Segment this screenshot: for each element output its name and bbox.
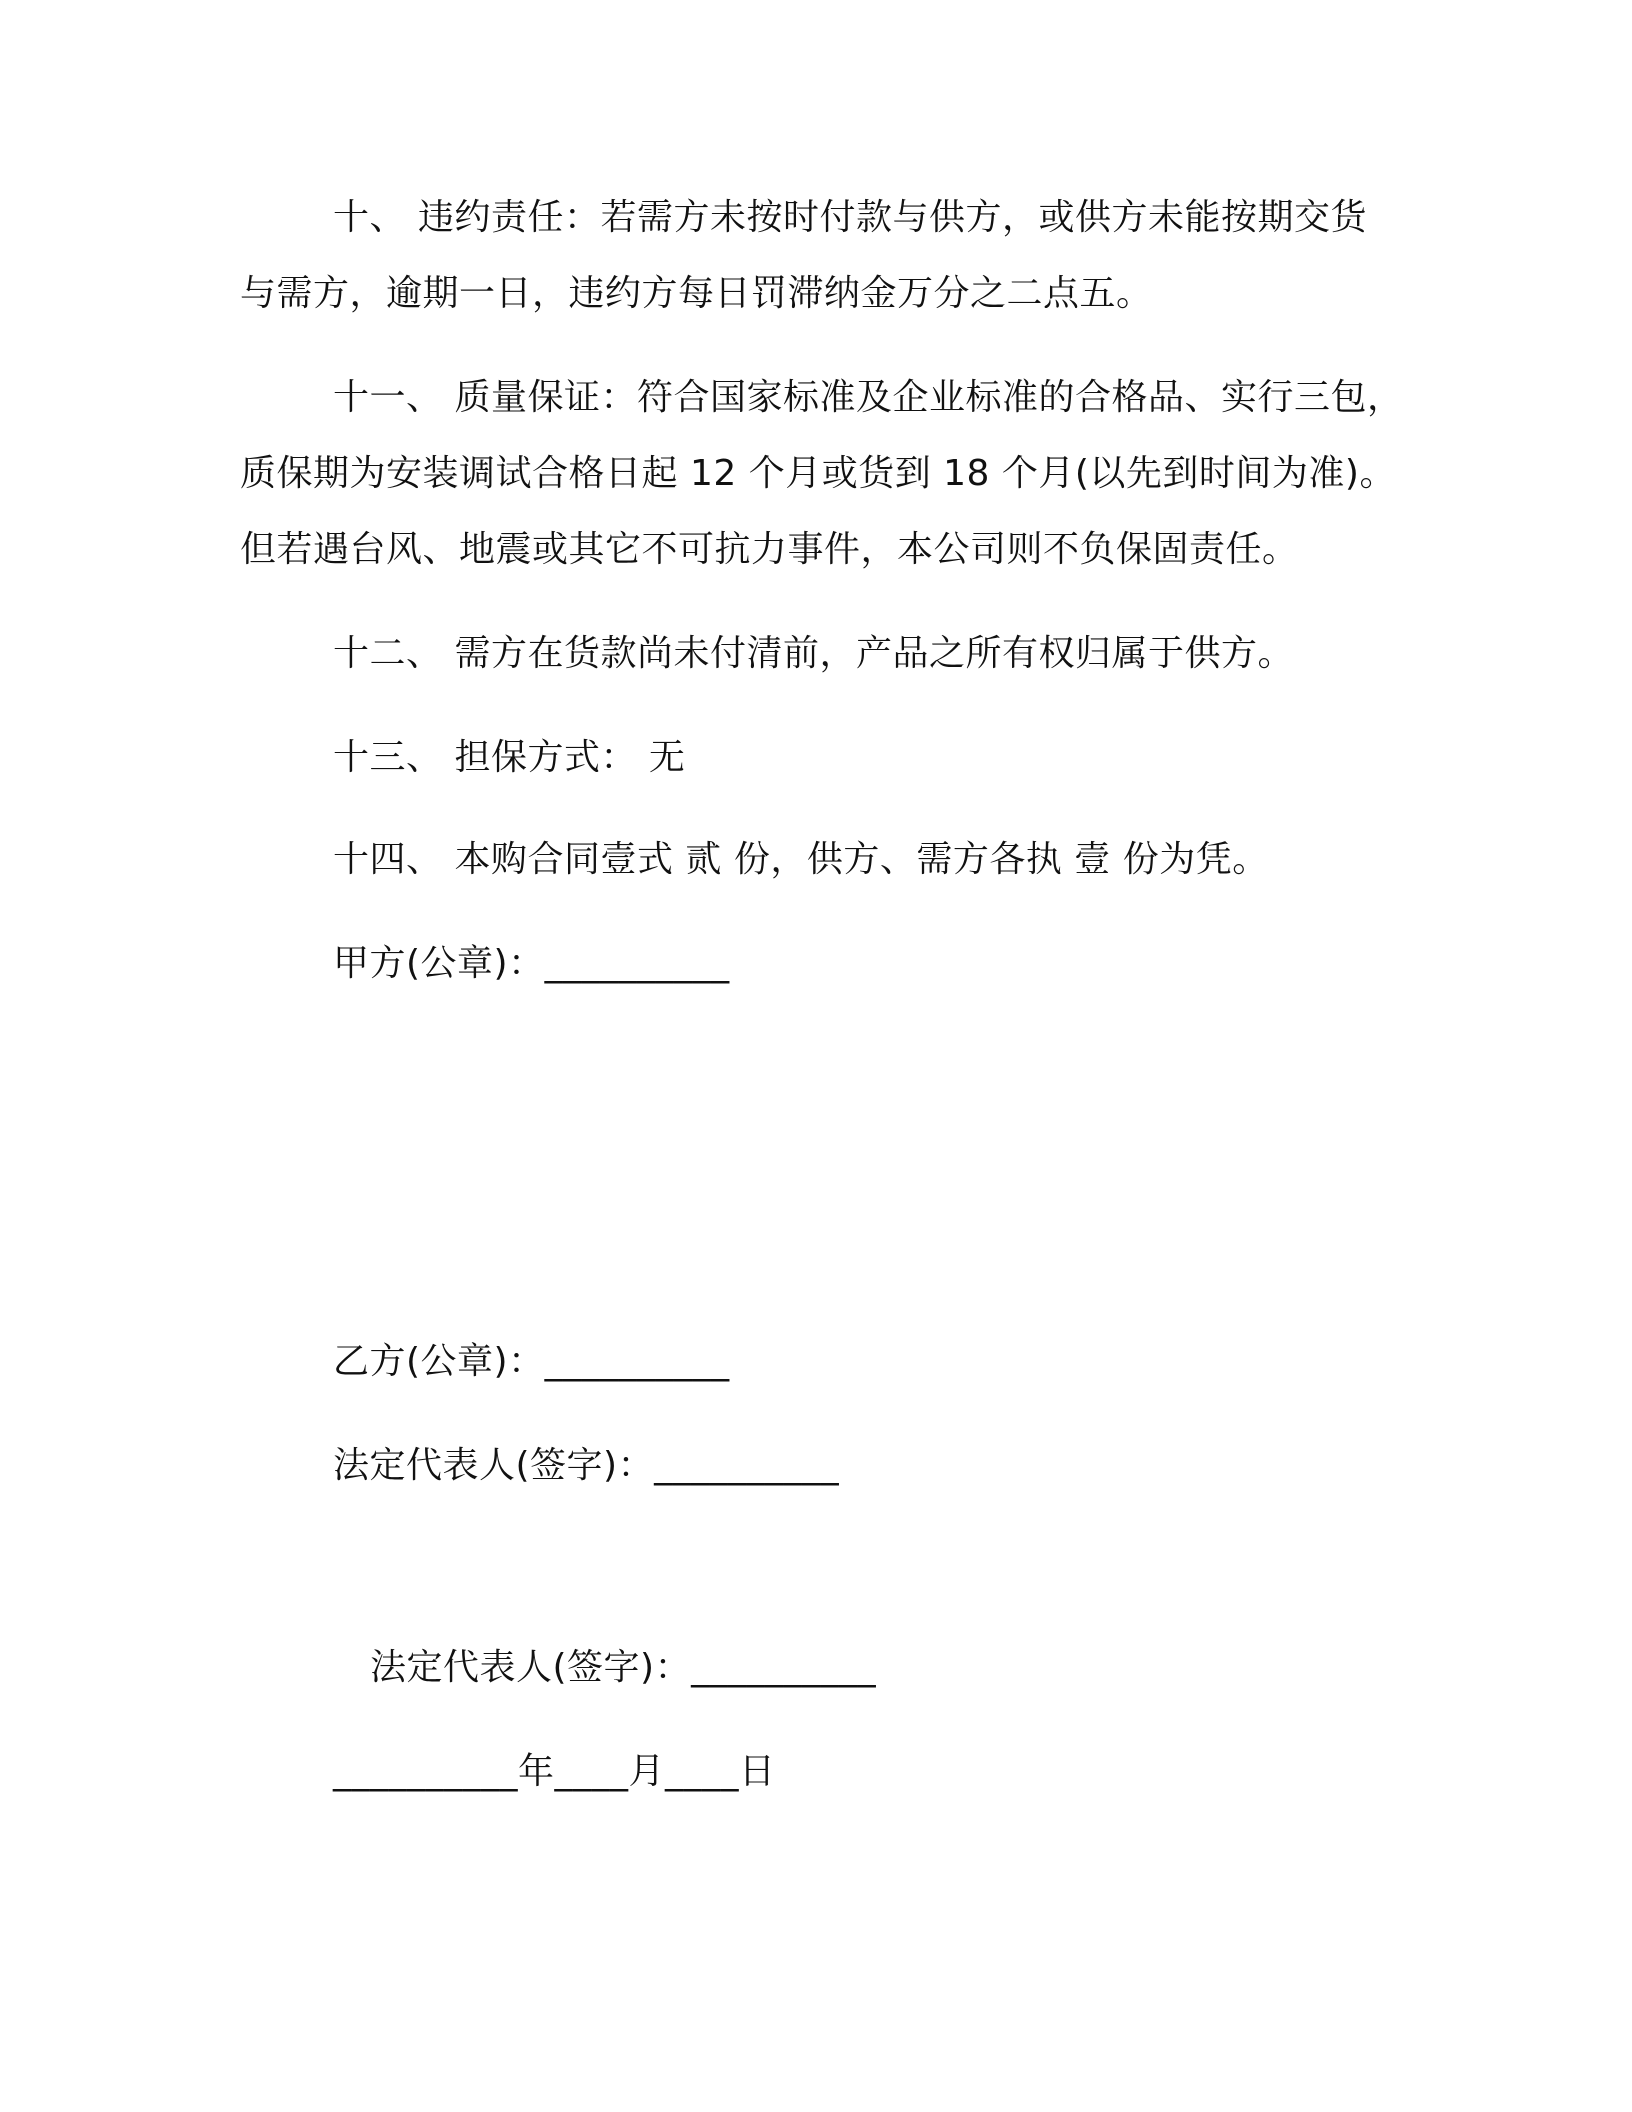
clause-11-line-1: 十一、 质量保证：符合国家标准及企业标准的合格品、实行三包， — [333, 377, 1404, 418]
party-a-seal-line: 甲方(公章)：__________ — [333, 943, 730, 984]
clause-11-line-2: 质保期为安装调试合格日起 12 个月或货到 18 个月(以先到时间为准)。 — [240, 453, 1396, 494]
clause-10-line-2: 与需方，逾期一日，违约方每日罚滞纳金万分之二点五。 — [240, 273, 1153, 314]
legal-representative-signature-line-1: 法定代表人(签字)：__________ — [333, 1445, 840, 1486]
clause-12: 十二、 需方在货款尚未付清前，产品之所有权归属于供方。 — [333, 633, 1294, 674]
legal-representative-signature-line-2: 法定代表人(签字)：__________ — [370, 1647, 877, 1688]
clause-11-line-3: 但若遇台风、地震或其它不可抗力事件，本公司则不负保固责任。 — [240, 529, 1299, 570]
clause-13: 十三、 担保方式： 无 — [333, 737, 686, 778]
clause-10-line-1: 十、 违约责任：若需方未按时付款与供方，或供方未能按期交货 — [333, 197, 1367, 238]
clause-14: 十四、 本购合同壹式 贰 份，供方、需方各执 壹 份为凭。 — [333, 839, 1269, 880]
signing-date-line: __________年____月____日 — [333, 1751, 776, 1792]
party-b-seal-line: 乙方(公章)：__________ — [333, 1341, 730, 1382]
